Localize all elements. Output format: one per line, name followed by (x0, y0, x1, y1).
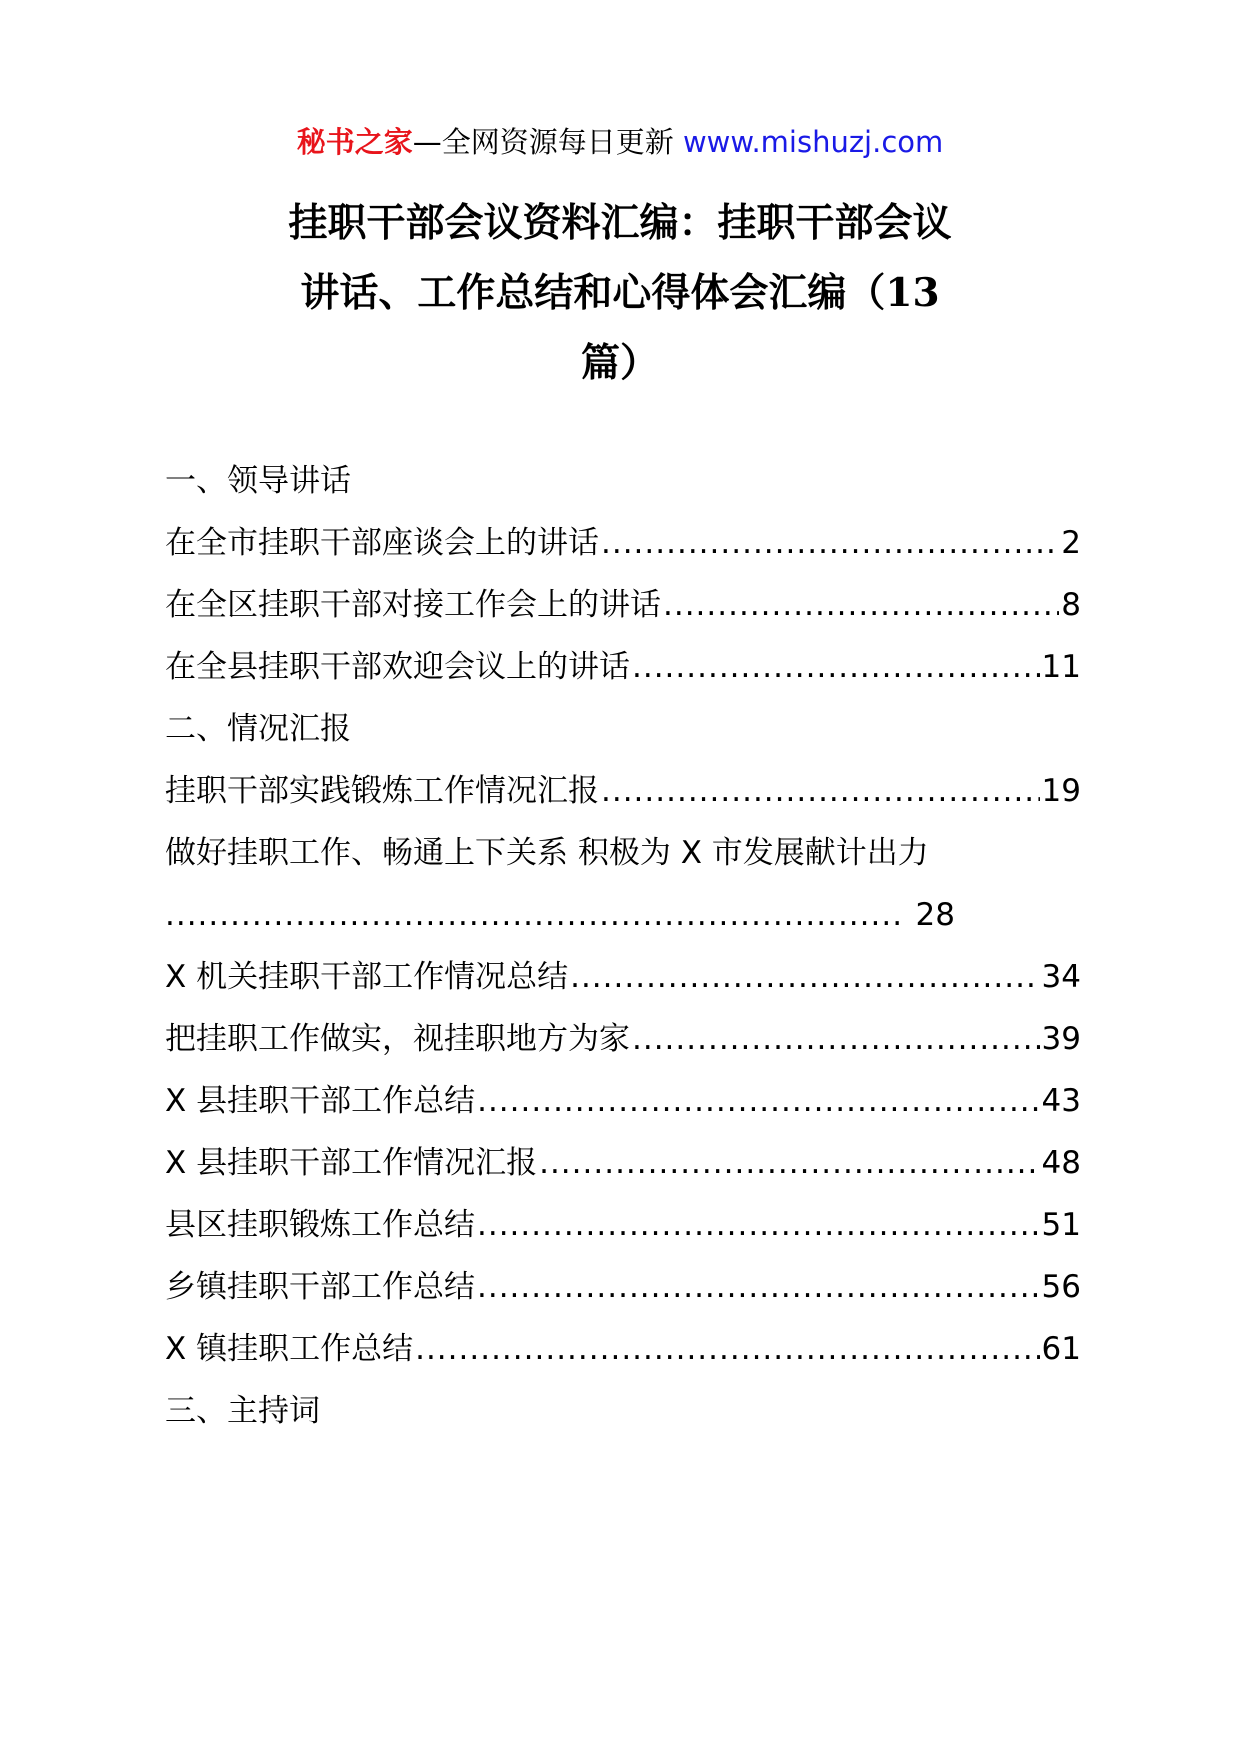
toc-dot-leader (477, 1256, 1040, 1318)
toc-entry[interactable] (165, 1194, 1081, 1256)
toc-page-number: 8 (1061, 587, 1081, 623)
toc-entry-title: 县区挂职锻炼工作总结 (165, 1207, 475, 1243)
toc-dot-leader (477, 1070, 1039, 1132)
table-of-contents (165, 450, 1081, 1442)
toc-dot-leader (415, 1318, 1039, 1380)
toc-entry-title: 在全区挂职干部对接工作会上的讲话 (165, 587, 661, 623)
document-title (0, 188, 1240, 398)
toc-entry[interactable] (165, 1132, 1081, 1194)
toc-entry-title: 乡镇挂职干部工作总结 (165, 1269, 475, 1305)
toc-entry[interactable] (165, 1256, 1081, 1318)
toc-entry-title: X 县挂职干部工作情况汇报 (165, 1145, 538, 1181)
toc-page-number: 39 (1041, 1021, 1081, 1057)
toc-page-number: 2 (1061, 525, 1081, 561)
title-line-1: 挂职干部会议资料汇编：挂职干部会议 (288, 200, 952, 246)
toc-entry[interactable] (165, 946, 1081, 1008)
toc-dot-leader (477, 1194, 1040, 1256)
toc-entry-title: 把挂职工作做实，视挂职地方为家 (165, 1021, 630, 1057)
toc-section-situation-reports: 二、情况汇报 (165, 711, 351, 747)
toc-entry-title: 在全县挂职干部欢迎会议上的讲话 (165, 649, 630, 685)
toc-entry-title: 挂职干部实践锻炼工作情况汇报 (165, 773, 599, 809)
toc-page-number: 56 (1041, 1269, 1081, 1305)
header-tagline: —全网资源每日更新 (412, 125, 683, 159)
toc-page-number: 43 (1041, 1083, 1081, 1119)
toc-entry-title: 做好挂职工作、畅通上下关系 积极为 X 市发展献计出力 (165, 835, 929, 871)
toc-dot-leader (601, 512, 1059, 574)
toc-dot-leader (663, 574, 1059, 636)
toc-section-host-scripts: 三、主持词 (165, 1393, 320, 1429)
toc-page-number: 11 (1041, 649, 1081, 685)
toc-entry[interactable] (165, 1008, 1081, 1070)
toc-entry[interactable] (165, 512, 1081, 574)
toc-page-number: 61 (1041, 1331, 1081, 1367)
toc-entry[interactable] (165, 822, 1081, 946)
toc-entry[interactable] (165, 760, 1081, 822)
brand-name: 秘书之家 (296, 125, 413, 159)
toc-dot-leader (165, 884, 902, 946)
toc-page-number: 51 (1041, 1207, 1081, 1243)
toc-entry-title: X 县挂职干部工作总结 (165, 1083, 476, 1119)
site-header (0, 122, 1240, 162)
toc-entry-title: X 镇挂职工作总结 (165, 1331, 414, 1367)
title-line-3: 篇） (580, 340, 659, 386)
toc-dot-leader (632, 636, 1040, 698)
toc-dot-leader (539, 1132, 1039, 1194)
toc-leader-row (165, 884, 955, 946)
title-line-2: 讲话、工作总结和心得体会汇编（13 (300, 270, 940, 316)
toc-entry[interactable] (165, 636, 1081, 698)
toc-dot-leader (601, 760, 1040, 822)
toc-entry[interactable] (165, 574, 1081, 636)
toc-page-number: 28 (915, 897, 955, 933)
toc-page-number: 19 (1041, 773, 1081, 809)
toc-page-number: 48 (1041, 1145, 1081, 1181)
toc-dot-leader (570, 946, 1039, 1008)
site-url-link[interactable]: www.mishuzj.com (682, 125, 944, 159)
toc-page-number: 34 (1041, 959, 1081, 995)
toc-entry[interactable] (165, 1070, 1081, 1132)
toc-section-leader-speeches: 一、领导讲话 (165, 463, 351, 499)
toc-entry-title: 在全市挂职干部座谈会上的讲话 (165, 525, 599, 561)
toc-entry-title: X 机关挂职干部工作情况总结 (165, 959, 569, 995)
toc-dot-leader (632, 1008, 1040, 1070)
toc-entry[interactable] (165, 1318, 1081, 1380)
